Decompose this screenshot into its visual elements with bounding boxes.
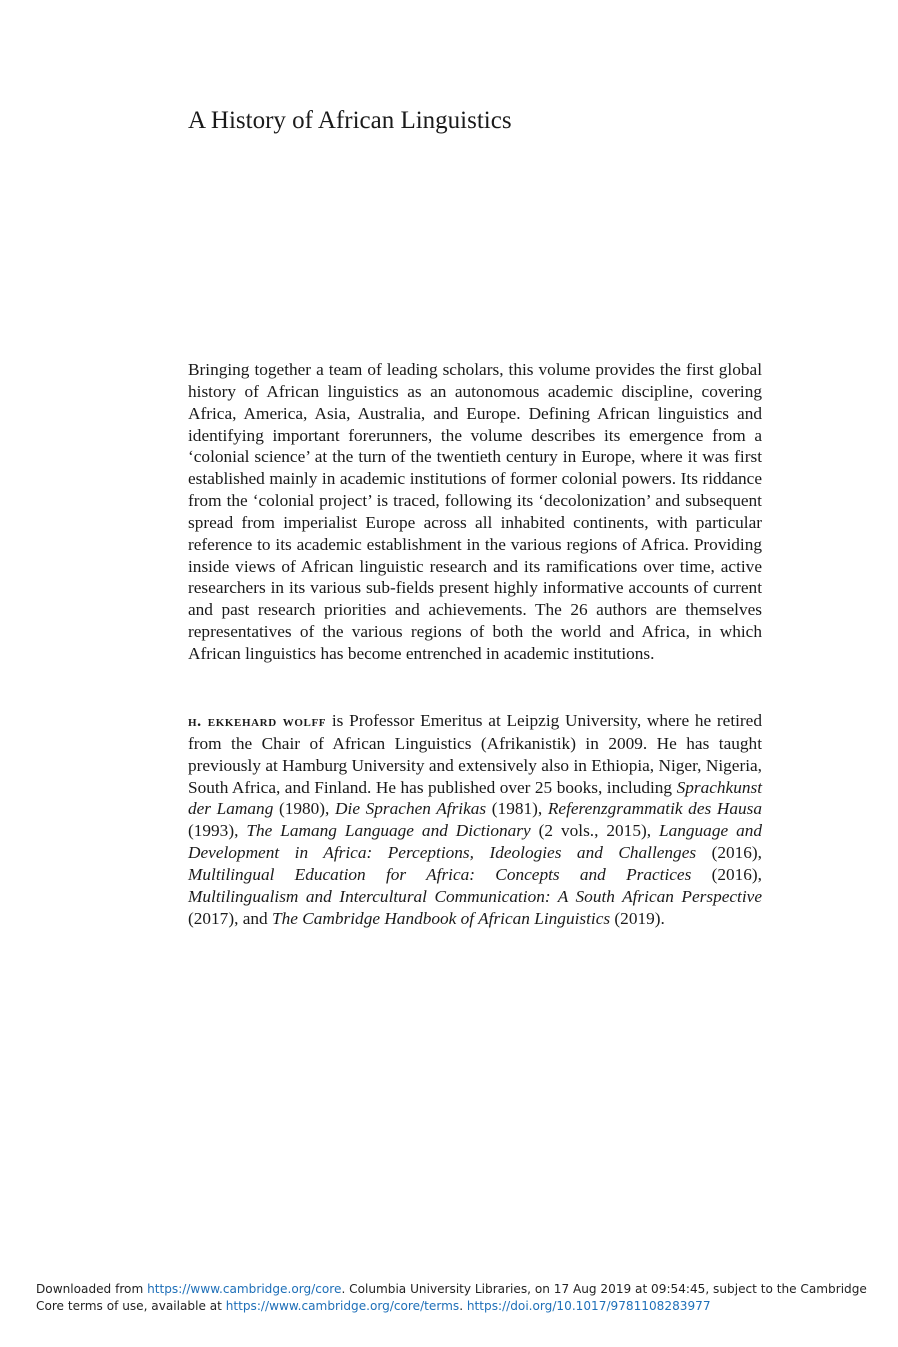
book-description: Bringing together a team of leading scholars, this volume provides the first global history of African linguistics as an autonomous academic discipline, covering Africa, America, Asia, Australia, and Europe. Defining African linguistics and identifying important forerunners, the volume describes its emergence from a ‘colonial science’ at the turn of the twentieth century in Europe, where it was first established mainly in academic institutions of former colonial powers. Its riddance from the ‘colonial project’ is traced, following its ‘decolonization’ and subsequent spread from imperialist Europe across all inhabited continents, with particular reference to its academic establishment in the various regions of Africa. Providing inside views of African linguistic research and its ramifications over time, active researchers in its various sub-fields present highly informative accounts of current and past research priorities and achievements. The 26 authors are themselves representatives of the various regions of both the world and Africa, in which African linguistics has become entrenched in academic institutions. [188, 360, 762, 663]
terms-link[interactable]: https://www.cambridge.org/core/terms [225, 1299, 460, 1314]
cambridge-core-link[interactable]: https://www.cambridge.org/core [147, 1282, 342, 1296]
book-title-italic: Sprachkunst der Lamang [188, 777, 762, 819]
bio-text: is Professor Emeritus at Leipzig University, where he retired from the Chair of African Linguistics (Afrikanistik) in 2009. He has taught previously at Hamburg University and extensively also in Ethiopia, Niger, Nigeria, South Africa, and Finland. He has published over 25 books, including [188, 711, 762, 797]
book-title-italic: Multilingualism and Intercultural Communication: A South African Perspective [188, 886, 762, 906]
bio-text: (2016), [691, 864, 762, 884]
footer-text: Downloaded from [36, 1282, 148, 1296]
book-title-italic: Die Sprachen Afrikas [335, 799, 487, 819]
bio-text: (2019). [610, 908, 665, 928]
book-title-italic: The Lamang Language and Dictionary [246, 821, 531, 841]
book-title-italic: Language and Development in Africa: Perceptions, Ideologies and Challenges [188, 821, 763, 863]
doi-link[interactable]: https://doi.org/10.1017/9781108283977 [466, 1299, 711, 1314]
bio-text: (2 vols., 2015), [530, 821, 659, 841]
bio-text: (1993), [188, 821, 247, 841]
footer-text: . Columbia University Libraries, on 17 Aug 2019 at 09:54:45, subject to the Cambridge Core terms of use, available at [36, 1282, 867, 1314]
book-title-italic: The Cambridge Handbook of African Linguistics [272, 908, 611, 928]
bio-text: (1980), [273, 799, 336, 819]
author-biography [188, 710, 762, 929]
book-title-italic: Referenzgrammatik des Hausa [547, 799, 762, 819]
bio-text: (1981), [486, 799, 548, 819]
author-name: h. ekkehard wolff [188, 713, 327, 730]
download-notice-footer [36, 1281, 886, 1315]
footer-text: . [459, 1299, 467, 1314]
book-title: A History of African Linguistics [188, 107, 512, 134]
bio-text: (2017), and [188, 908, 272, 928]
book-title-italic: Multilingual Education for Africa: Concepts and Practices [188, 864, 692, 884]
bio-text: (2016), [696, 843, 762, 863]
